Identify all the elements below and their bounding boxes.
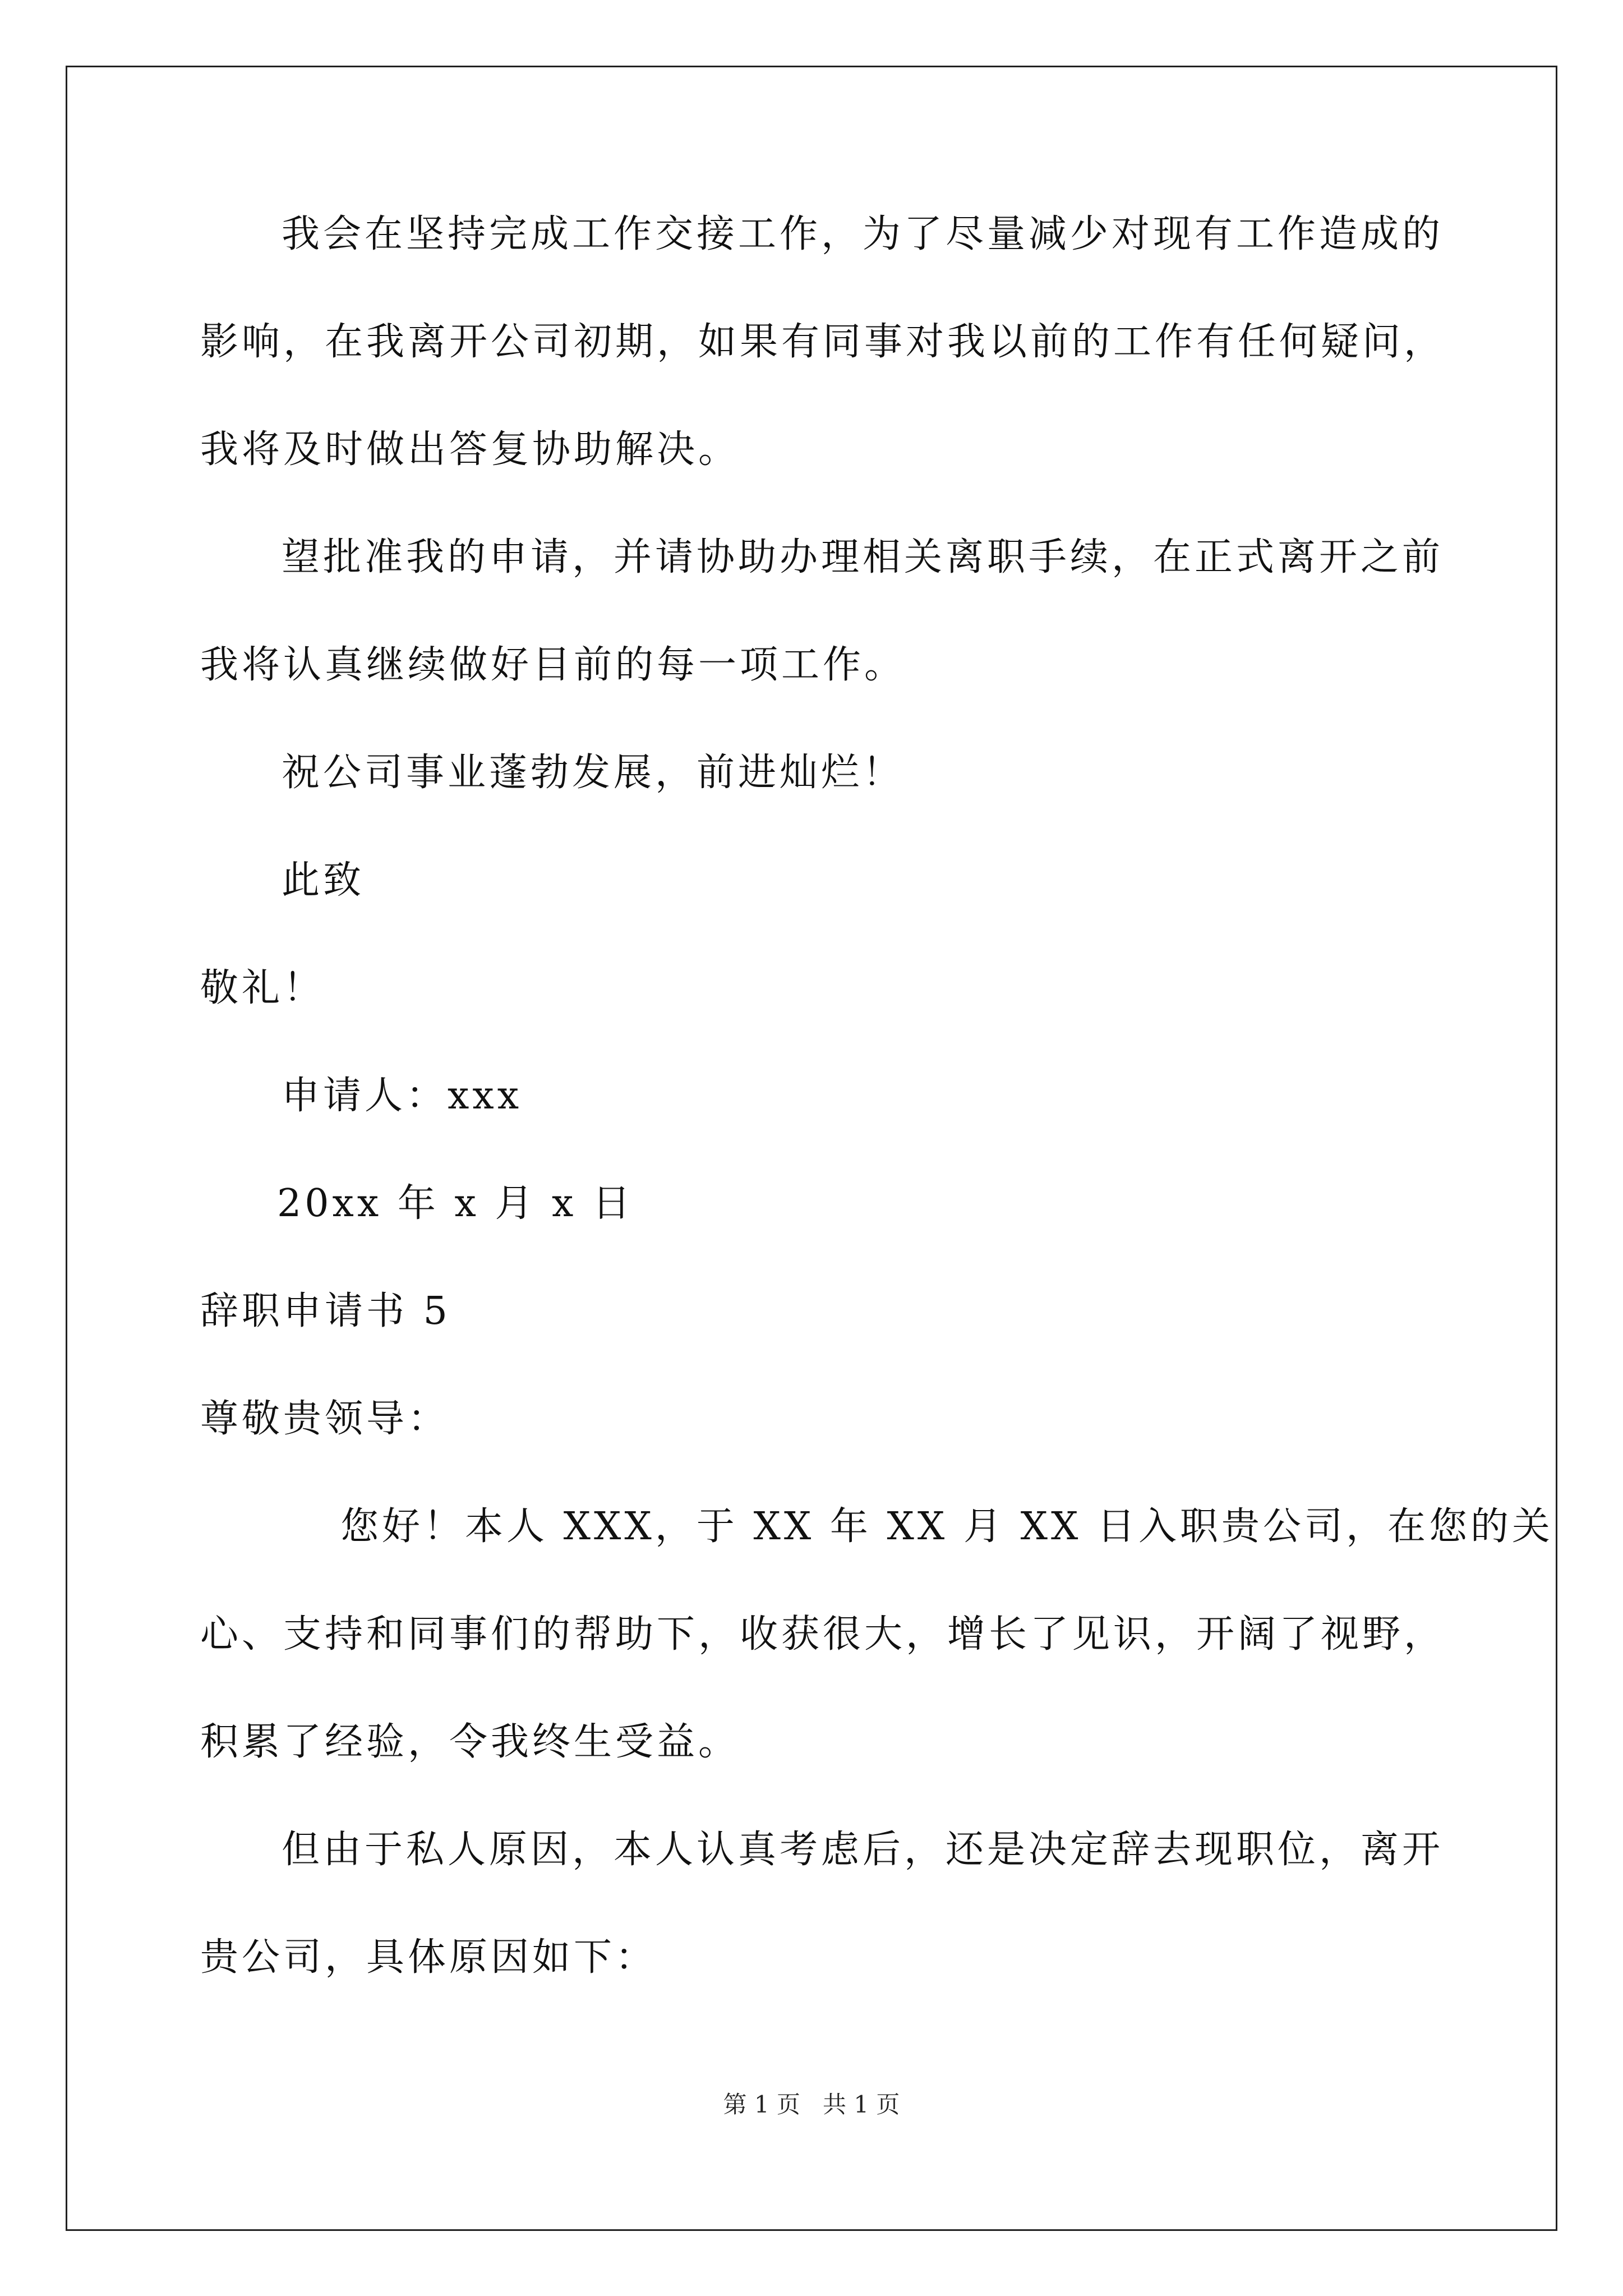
section-heading: 辞职申请书 5 bbox=[200, 1289, 451, 1333]
paragraph-line: 但由于私人原因，本人认真考虑后，还是决定辞去现职位，离开 bbox=[282, 1828, 1444, 1872]
page-footer bbox=[0, 2088, 1623, 2122]
page-frame bbox=[66, 66, 1557, 2231]
paragraph-line: 我会在坚持完成工作交接工作，为了尽量减少对现有工作造成的 bbox=[282, 212, 1444, 256]
paragraph-line: 我将及时做出答复协助解决。 bbox=[200, 427, 740, 472]
paragraph-line: 我将认真继续做好目前的每一项工作。 bbox=[200, 643, 906, 687]
paragraph-line: 祝公司事业蓬勃发展，前进灿烂！ bbox=[282, 751, 905, 795]
applicant-signature: 申请人：xxx bbox=[282, 1074, 523, 1118]
paragraph-line: 积累了经验，令我终生受益。 bbox=[200, 1720, 740, 1764]
paragraph-line: 您好！本人 XXX，于 XX 年 XX 月 XX 日入职贵公司，在您的关 bbox=[340, 1504, 1553, 1549]
paragraph-line: 心、支持和同事们的帮助下，收获很大，增长了见识，开阔了视野， bbox=[200, 1612, 1446, 1657]
letter-greeting: 尊敬贵领导： bbox=[200, 1397, 450, 1441]
page-count: 共 1 页 bbox=[823, 2091, 900, 2118]
letter-date: 20xx 年 x 月 x 日 bbox=[277, 1181, 634, 1226]
closing-salutation: 此致 bbox=[282, 858, 365, 903]
closing-regards: 敬礼！ bbox=[200, 966, 325, 1010]
paragraph-line: 影响，在我离开公司初期，如果有同事对我以前的工作有任何疑问， bbox=[200, 320, 1446, 364]
page-number: 第 1 页 bbox=[723, 2091, 800, 2118]
paragraph-line: 贵公司，具体原因如下： bbox=[200, 1935, 657, 1980]
paragraph-line: 望批准我的申请，并请协助办理相关离职手续，在正式离开之前 bbox=[282, 535, 1444, 579]
